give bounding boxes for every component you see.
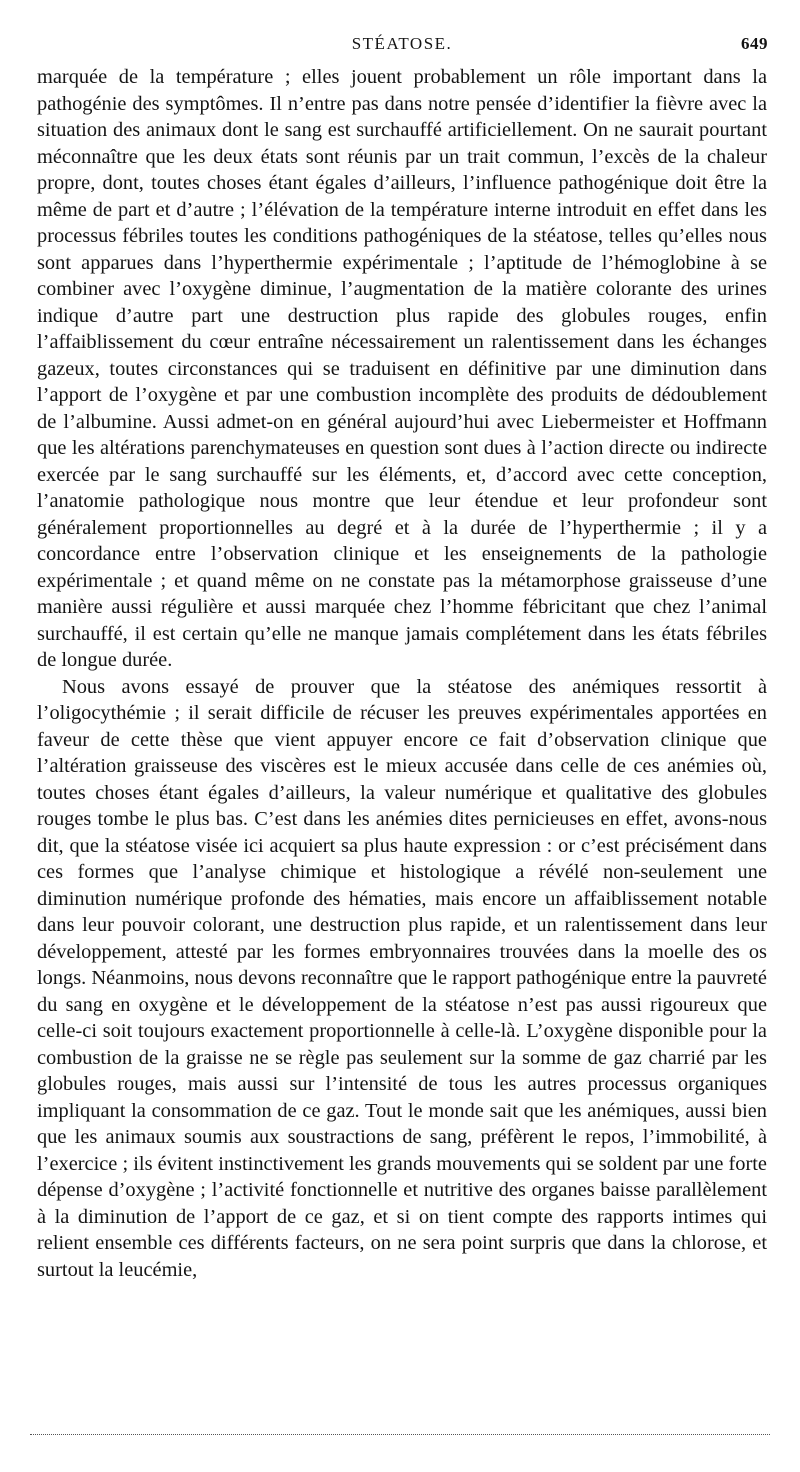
- running-head-title: STÉATOSE.: [351, 34, 453, 53]
- running-head: [36, 34, 768, 58]
- page-number: 649: [741, 34, 768, 53]
- paragraph-continuation: marquée de la température ; elles jouent probablement un rôle important dans la pathogénie des symptômes. Il n’entre pas dans notre pensée d’identifier la fièvre avec la situation des animaux dont le sang est surchauffé artificiellement. On ne saurait pourtant méconnaître que les deux états sont réunis par un trait commun, l’excès de la chaleur propre, dont, toutes choses étant égales d’ailleurs, l’influence pathogénique doit être la même de part et d’autre ; l’élévation de la température interne introduit en effet dans les processus fébriles toutes les conditions pathogéniques de la stéatose, telles qu’elles nous sont apparues dans l’hyperthermie expérimentale ; l’aptitude de l’hémoglobine à se combiner avec l’oxygène diminue, l’augmentation de la matière colorante des urines indique d’autre part une destruction plus rapide des globules rouges, enfin l’affaiblissement du cœur entraîne nécessairement un ralentissement dans les échanges gazeux, toutes circonstances qui se traduisent en définitive par une diminution dans l’apport de l’oxygène et par une combustion incomplète des produits de dédoublement de l’albumine. Aussi admet-on en général aujourd’hui avec Liebermeister et Hoffmann que les altérations parenchymateuses en question sont dues à l’action directe ou indirecte exercée par le sang surchauffé sur les éléments, et, d’accord avec cette conception, l’anatomie pathologique nous montre que leur étendue et leur profondeur sont généralement proportionnelles au degré et à la durée de l’hyperthermie ; il y a concordance entre l’observation clinique et les enseignements de la pathologie expérimentale ; et quand même on ne constate pas la métamorphose graisseuse d’une manière aussi régulière et aussi marquée chez l’homme fébricitant que chez l’animal surchauffé, il est certain qu’elle ne manque jamais complétement dans les états fébriles de longue durée.: [37, 66, 767, 671]
- paragraph-oligocythemie: Nous avons essayé de prouver que la stéatose des anémiques ressortit à l’oligocythémie ; il serait difficile de récuser les preuves expérimentales apportées en faveur de cette thèse que vient appuyer encore ce fait d’observation clinique que l’altération graisseuse des viscères est le mieux accusée dans celle de ces anémies où, toutes choses étant égales d’ailleurs, la valeur numérique et qualitative des globules rouges tombe le plus bas. C’est dans les anémies dites pernicieuses en effet, avons-nous dit, que la stéatose visée ici acquiert sa plus haute expression : or c’est précisément dans ces formes que l’analyse chimique et histologique a révélé non-seulement une diminution numérique profonde des hématies, mais encore un affaiblissement notable dans leur pouvoir colorant, une destruction plus rapide, et un ralentissement dans leur développement, attesté par les formes embryonnaires trouvées dans la moelle des os longs. Néanmoins, nous devons reconnaître que le rapport pathogénique entre la pauvreté du sang en oxygène et le développement de la stéatose n’est pas aussi rigoureux que celle-ci soit toujours exactement proportionnelle à celle-là. L’oxygène disponible pour la combustion de la graisse ne se règle pas seulement sur la somme de gaz charrié par les globules rouges, mais aussi sur l’intensité de tous les autres processus organiques impliquant la consommation de ce gaz. Tout le monde sait que les anémiques, aussi bien que les animaux soumis aux soustractions de sang, préfèrent le repos, l’immobilité, à l’exercice ; ils évitent instinctivement les grands mouvements qui se soldent par une forte dépense d’oxygène ; l’activité fonctionnelle et nutritive des organes baisse parallèlement à la diminution de l’apport de ce gaz, et si on tient compte des rapports intimes qui relient ensemble ces différents facteurs, on ne sera point surpris que dans la chlorose, et surtout la leucémie,: [37, 675, 767, 1281]
- bottom-dotted-rule: [30, 1434, 770, 1435]
- body-text: [37, 64, 767, 1283]
